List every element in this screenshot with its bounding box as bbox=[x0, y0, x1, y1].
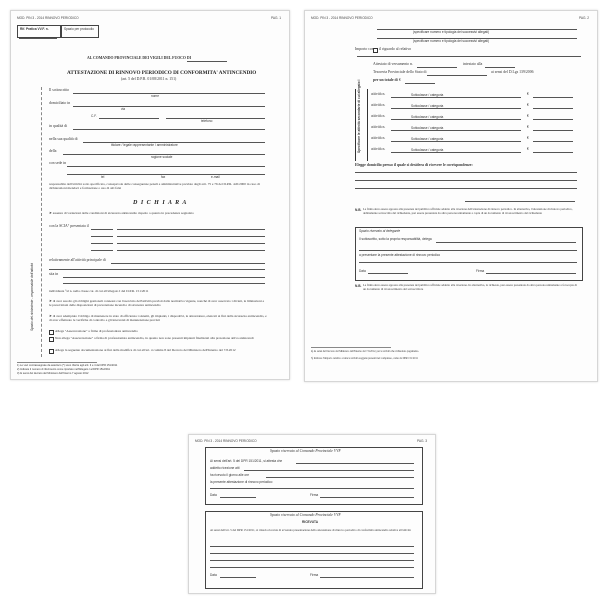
check-no-asseverazione[interactable] bbox=[49, 337, 54, 342]
declaration-2: ➤ di aver assolto gli obblighi gestionali connessi con l'esercizio dell'attività previsti dalla normativa vigente, nonché di aver osservato i divieti, le limitazioni e le prescrizioni delle disposizioni di prevenzione incendi e di sicurezza antincendio bbox=[49, 299, 265, 308]
contacts-input[interactable] bbox=[67, 174, 265, 175]
addressee: AL COMANDO PROVINCIALE DEI VIGILI DEL FUOCO DI bbox=[87, 56, 192, 60]
attestato-input[interactable] bbox=[417, 67, 457, 68]
note-1: La firma deve essere apposta alla presenza del pubblico ufficiale addetto alla ricezione dell'attestazione di rinnovo periodico. In alternativa, l'attestazione di rinnovo periodico, debitamente sottoscritta dal richiedente, può essere presentata da altra persona unitamente a copia di un documento di riconoscimento del richiedente bbox=[363, 207, 573, 215]
page-number: PAG. 3 bbox=[416, 439, 427, 443]
document-page-1: MOD. PIN 3 - 2014 RINNOVO PERIODICO PAG. 1 Rif. Pratica VV.F. n. Spazio per protocollo AL COMANDO PROVINCIALE DEI VIGILI DEL FUOCO DI ATTESTAZIONE DI RINNOVO PERIODICO DI CONFORMITA' ANTINCENDIO (art. 5 del D.P.R. 01/08/2011 n. 151) Il sottoscritto nome domiciliato in via C.F. telefono in qualità di nella sua qualità di titolare / legale rappresentante / amministratore della ragione sociale con sede in tel fax e-mail responsabile dell'attività sotto specificata, consapevole delle conseguenze penali e amministrative previste dagli artt. 75 e 76 del D.P.R. 445/2000 in caso di dichiarazioni mendaci e formazione o uso di atti falsi D I C H I A R A ➤ assenza di variazioni delle condizioni di sicurezza antincendio rispetto a quanto in precedenza segnalato con la SCIA° presentata il relativamente all'attività principale di sita in individuata °al n. nella classe cat. di cui all'allegato I del D.P.R. 151/2011 ➤ di aver assolto gli obblighi gestionali connessi con l'esercizio dell'attività previsti dalla normativa vigente, nonché di aver osservato i divieti, le limitazioni e le prescrizioni delle disposizioni di prevenzione incendi e di sicurezza antincendio ➤ di aver adempiuto l'obbligo di mantenere in stato di efficienza i sistemi, gli impianti, i dispositivi, le attrezzature, elencati ai fini della sicurezza antincendio, e di aver effettuato le verifiche di controllo e gli interventi di manutenzione previsti Allega "Asseverazione" a firma di professionista antincendio Non allega "Asseverazione" a firma di professionista antincendio, in quanto non sono presenti impianti finalizzati alla protezione attiva antincendi Allega la seguente documentazione ai fini della modifica di cui all'art. 4 comma 8 del Decreto del Ministero dell'Interno del 7.8.2012 Spazio del richiedente - responsabile dell'attività 1) Le voci contrassegnate da asterisco (*) sono riferite agli artt. 3 e 4 del DPR 151/2011 2) Indicare il numero di riferimento come riportato nell'Allegato I al DPR 151/2011 3) Ai sensi del decreto del Ministero dell'Interno 7 agosto 2012 bbox=[10, 10, 290, 380]
footnote: 1) Le voci contrassegnate da asterisco (*) sono riferite agli artt. 3 e 4 del DPR 151/2011 bbox=[17, 364, 118, 367]
site-input[interactable] bbox=[63, 277, 265, 278]
side-label: Specificare le attività secondarie di cui allegato I bbox=[357, 79, 361, 153]
dichiara-heading: D I C H I A R A bbox=[133, 200, 188, 206]
field-label: domiciliato in bbox=[49, 101, 71, 105]
page-header: MOD. PIN 3 - 2014 RINNOVO PERIODICO bbox=[311, 16, 373, 20]
receipt-subtitle: RICEVUTA bbox=[302, 520, 319, 524]
receipt-title: Spazio riservato al Comando Provinciale VVF bbox=[270, 513, 341, 517]
footnote: 4) Ai sensi del Decreto del Ministero dell'Interno del 7.8.2012, per le attività che richiedono pagamento. bbox=[311, 350, 420, 353]
field-label: Il sottoscritto bbox=[49, 88, 70, 92]
individuata-text: individuata °al n. nella classe cat. di cui all'allegato I del D.P.R. 151/2011 bbox=[49, 289, 149, 293]
document-subtitle: (art. 5 del D.P.R. 01/08/2011 n. 151) bbox=[121, 77, 177, 81]
document-page-2: MOD. PIN 3 - 2014 RINNOVO PERIODICO PAG. 2 (specificare numero e tipologia dei successivi allegati) (specificare numero e tipologia dei successivi allegati) Importo con il riguardo al relativo Attestato di versamento n. intestato alla Tesoreria Provinciale dello Stato di ai sensi del D.Lgs 139/2006 per un totale di € Specificare le attività secondarie di cui allegato I attività n. Sottoclasse / categoria € attività n. Sottoclasse / categoria € attività n. Sottoclasse / categoria € attività n. Sottoclasse / categoria € attività n. Sottoclasse / categoria € attività n. Sottoclasse / categoria € Elegge domicilio presso il quale si desidera di ricevere le corrispondenze: N.B. La firma deve essere apposta alla presenza del pubblico ufficiale addetto alla ricezione dell'attestazione di rinnovo periodico. In alternativa, l'attestazione di rinnovo periodico, debitamente sottoscritta dal richiedente, può essere presentata da altra persona unitamente a copia di un documento di riconoscimento del richiedente Spazio riservato al delegante Il sottoscritto, sotto la propria responsabilità, delega a presentare la presente attestazione di rinnovo periodico Data Firma N.B. La firma deve essere apposta alla presenza del pubblico ufficiale addetto alla ricezione. In alternativa, la richiesta, può essere presentata da altra persona unitamente a fotocopia di un documento di riconoscimento del sottoscrittore 4) Ai sensi del Decreto del Ministero dell'Interno del 7.8.2012, per le attività che richiedono pagamento. 5) Indicare l'importo relativo a tutte le attività soggette presenti nel complesso, come da DPR 151/2011 bbox=[304, 10, 598, 382]
pratica-box: Rif. Pratica VV.F. n. bbox=[17, 25, 61, 38]
document-title: ATTESTAZIONE DI RINNOVO PERIODICO DI CONFORMITA' ANTINCENDIO bbox=[67, 70, 257, 76]
declaration-1: ➤ assenza di variazioni delle condizioni di sicurezza antincendio rispetto a quanto in precedenza segnalato bbox=[49, 211, 194, 215]
phone-input[interactable] bbox=[166, 118, 265, 119]
cf-input[interactable] bbox=[99, 118, 159, 119]
page-number: PAG. 1 bbox=[270, 16, 281, 20]
protocol-box: Spazio per protocollo bbox=[61, 25, 99, 38]
page-header: MOD. PIN 3 - 2014 RINNOVO PERIODICO bbox=[17, 16, 79, 20]
field-label: nella sua qualità di bbox=[49, 137, 78, 141]
page-header: MOD. PIN 3 - 2014 RINNOVO PERIODICO bbox=[195, 439, 257, 443]
check-asseverazione[interactable] bbox=[49, 330, 54, 335]
sede-input[interactable] bbox=[67, 166, 265, 167]
reception-box: Spazio riservato al Comando Provinciale VVF Ai sensi dell'art. 5 del DPR 151/2011, si attesta che addetto ricezione atti ha ricevuto il giorno alle ore la presente attestazione di rinnovo periodico Data Firma bbox=[205, 447, 423, 505]
totale-input[interactable] bbox=[405, 83, 435, 84]
activity-input[interactable] bbox=[111, 263, 265, 264]
elect-domicile: Elegge domicilio presso il quale si desidera di ricevere le corrispondenze: bbox=[355, 163, 473, 167]
field-label: della bbox=[49, 149, 57, 153]
footnote: 2) Indicare il numero di riferimento come riportato nell'Allegato I al DPR 151/2011 bbox=[17, 368, 111, 371]
document-page-3 bbox=[188, 434, 436, 594]
note-2: La firma deve essere apposta alla presenza del pubblico ufficiale addetto alla ricezione. In alternativa, la richiesta, può essere presentata da altra persona unitamente a fotocopia di un documento di riconoscimento del sottoscrittore bbox=[363, 283, 577, 291]
role-input[interactable] bbox=[73, 129, 265, 130]
page-number: PAG. 2 bbox=[578, 16, 589, 20]
field-label: con sede in bbox=[49, 161, 67, 165]
declaration-3: ➤ di aver adempiuto l'obbligo di mantenere in stato di efficienza i sistemi, gli impianti, i dispositivi, le attrezzature, elencati ai fini della sicurezza antincendio, e di aver effettuato le verifiche di controllo e gli interventi di manutenzione previsti bbox=[49, 314, 267, 323]
importo-checkbox[interactable] bbox=[373, 48, 378, 53]
address-input[interactable] bbox=[73, 106, 265, 107]
receipt-box: Spazio riservato al Comando Provinciale VVF RICEVUTA Ai sensi dell'art. 5 del DPR 151/2011, si rilascia ricevuta di avvenuta presentazione della attestazione di rinnovo periodico di conformità antincendio relativa all'attività Data Firma bbox=[205, 511, 423, 589]
name-input[interactable] bbox=[73, 93, 265, 94]
delegate-box: Spazio riservato al delegante Il sottoscritto, sotto la propria responsabilità, delega a presentare la presente attestazione di rinnovo periodico Data Firma bbox=[355, 227, 583, 281]
reception-title: Spazio riservato al Comando Provinciale VVF bbox=[270, 449, 341, 453]
side-label: Spazio del richiedente - responsabile dell'attività bbox=[30, 263, 34, 331]
scia-date-input[interactable] bbox=[91, 229, 113, 230]
intro-paragraph: responsabile dell'attività sotto specificata, consapevole delle conseguenze penali e amministrative previste dagli artt. 75 e 76 del D.P.R. 445/2000 in caso di dichiarazioni mendaci e formazione o uso di atti falsi bbox=[49, 182, 260, 191]
footnote: 5) Indicare l'importo relativo a tutte le attività soggette presenti nel complesso, come da DPR 151/2011 bbox=[311, 357, 418, 360]
signature-line[interactable] bbox=[465, 201, 575, 202]
field-label: in qualità di bbox=[49, 124, 68, 128]
footnote: 3) Ai sensi del decreto del Ministero dell'Interno 7 agosto 2012 bbox=[17, 372, 89, 375]
check-documentazione[interactable] bbox=[49, 349, 54, 354]
